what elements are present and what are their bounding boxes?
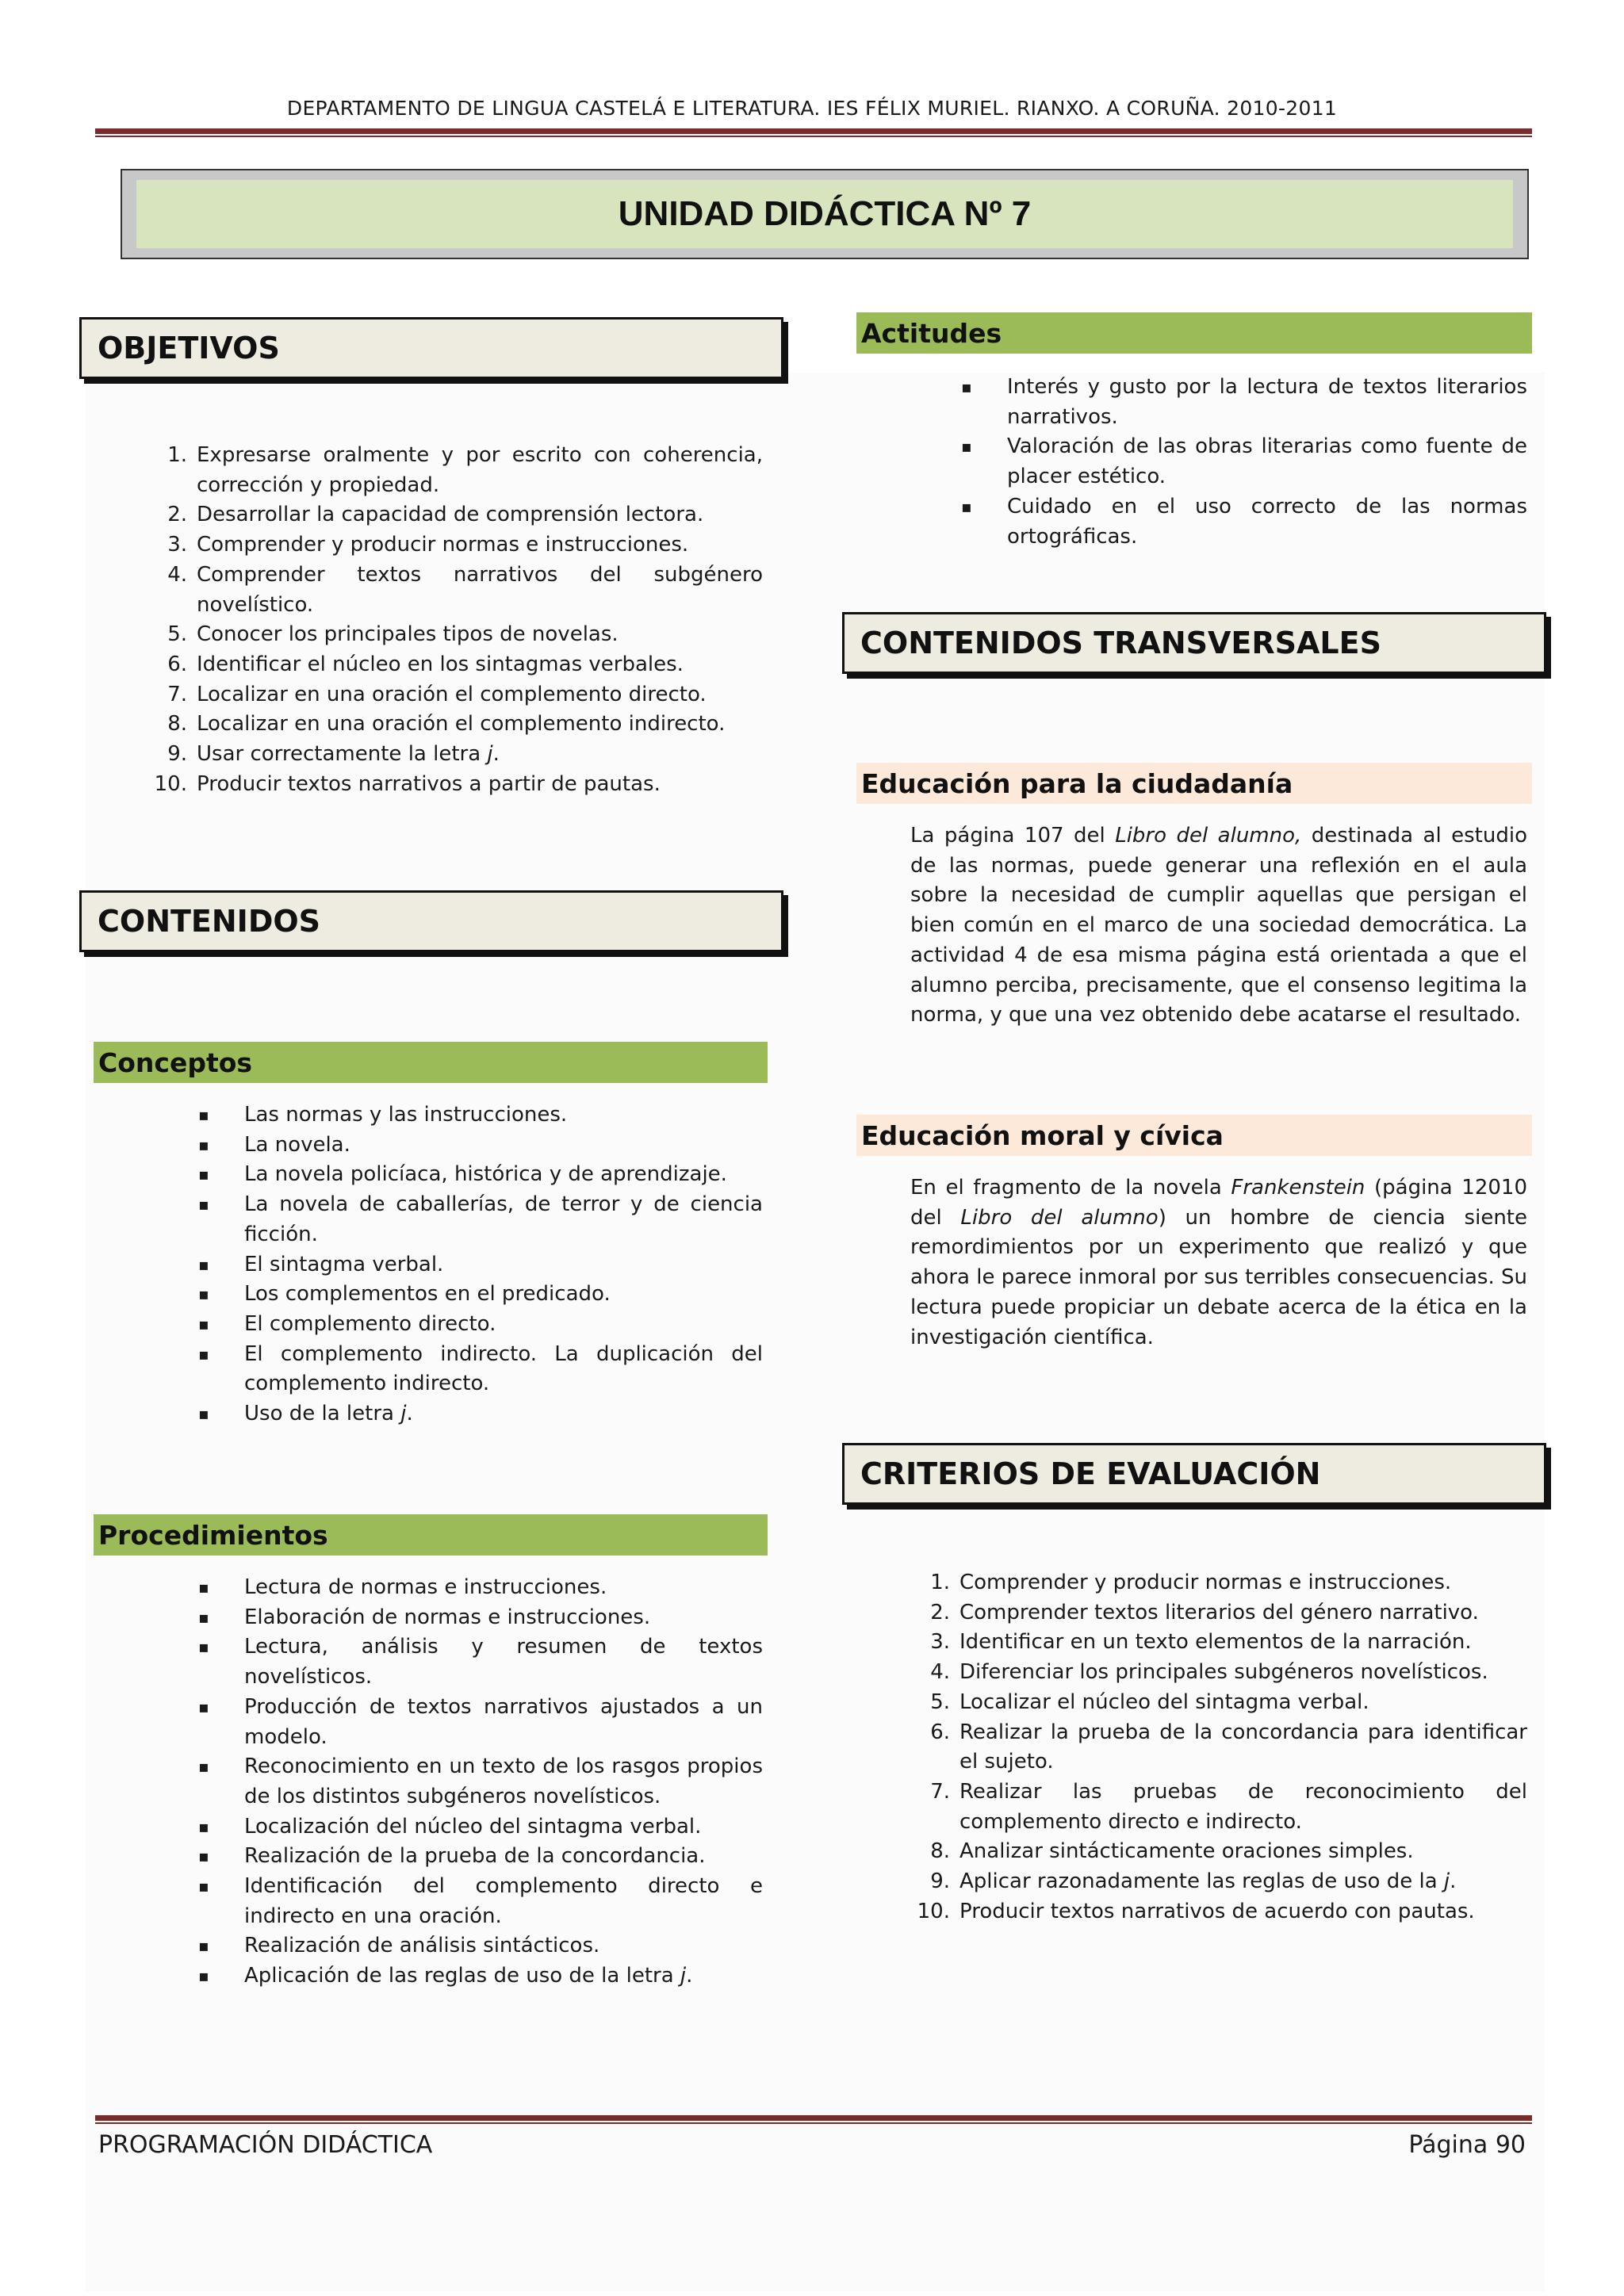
list-item (198, 1100, 763, 1131)
bullet-icon: ▪ (198, 1135, 209, 1154)
bullet-icon: ▪ (198, 1105, 209, 1124)
list-item (198, 1131, 763, 1161)
list-item-text: Lectura, análisis y resumen de textos novelísticos. (244, 1635, 763, 1689)
list-item-punct: . (406, 1402, 413, 1426)
list-number: 8. (930, 1839, 950, 1864)
list-item-text: Comprender y producir normas e instrucciones. (197, 533, 689, 557)
list-item (930, 1598, 1527, 1628)
bullet-icon: ▪ (198, 1404, 209, 1424)
list-item-text: Usar correctamente la letra (197, 742, 488, 767)
list-item (930, 1718, 1527, 1777)
conceptos-heading: Conceptos (94, 1042, 768, 1083)
list-item (198, 1693, 763, 1752)
list-number: 3. (930, 1630, 950, 1655)
list-item (930, 1837, 1527, 1867)
list-item (930, 1568, 1527, 1598)
list-item (167, 561, 763, 620)
list-item (917, 1897, 1527, 1927)
list-item-text: Aplicar razonadamente las reglas de uso de la (959, 1869, 1444, 1894)
list-item (198, 1280, 763, 1310)
moral-heading: Educación moral y cívica (856, 1115, 1532, 1156)
bullet-icon: ▪ (198, 1816, 209, 1836)
actitudes-list (961, 373, 1527, 552)
list-item-text: La novela de caballerías, de terror y de ciencia ficción. (244, 1192, 763, 1246)
list-item (961, 492, 1527, 552)
list-item (167, 500, 763, 530)
footer-page-number: Página 90 (1408, 2131, 1526, 2159)
list-item-text: Desarrollar la capacidad de comprensión lectora. (197, 503, 704, 527)
list-item (198, 1812, 763, 1843)
list-item-italic: j (400, 1402, 407, 1426)
bullet-icon: ▪ (198, 1195, 209, 1215)
bullet-icon: ▪ (961, 377, 972, 396)
list-item-text: Identificar el núcleo en los sintagmas verbales. (197, 652, 684, 676)
list-item-text: Realización de análisis sintácticos. (244, 1934, 600, 1958)
list-item (198, 1603, 763, 1633)
list-number: 9. (167, 742, 187, 767)
list-item-text: Conocer los principales tipos de novelas. (197, 622, 619, 647)
list-item (167, 620, 763, 650)
list-item-text: El complemento directo. (244, 1311, 496, 1336)
list-number: 1. (930, 1571, 950, 1594)
criterios-list (917, 1568, 1527, 1927)
list-item-text: Realizar las pruebas de reconocimiento del complemento directo e indirecto. (959, 1779, 1527, 1834)
objetivos-list (154, 441, 763, 799)
criterios-heading: CRITERIOS DE EVALUACIÓN (842, 1443, 1546, 1505)
list-item-text: Cuidado en el uso correcto de las normas ortográficas. (1007, 494, 1527, 549)
list-item-text: El sintagma verbal. (244, 1252, 444, 1276)
department-header: DEPARTAMENTO DE LINGUA CASTELÁ E LITERATURA. IES FÉLIX MURIEL. RIANXO. A CORUÑA. 2010-2011 (286, 97, 1338, 120)
footer-rule (95, 2115, 1532, 2125)
bullet-icon: ▪ (198, 1165, 209, 1184)
list-item (167, 710, 763, 740)
list-item-text: El complemento indirecto. La duplicación del complemento indirecto. (244, 1341, 763, 1396)
list-item-text: Analizar sintácticamente oraciones simples. (959, 1839, 1414, 1864)
bullet-icon: ▪ (198, 1846, 209, 1866)
list-item (198, 1573, 763, 1603)
bullet-icon: ▪ (198, 1637, 209, 1657)
list-item-text: Elaboración de normas e instrucciones. (244, 1605, 651, 1629)
procedimientos-heading: Procedimientos (94, 1514, 768, 1556)
bullet-icon: ▪ (198, 1284, 209, 1304)
bullet-icon: ▪ (198, 1757, 209, 1777)
list-number: 2. (930, 1600, 950, 1624)
list-number: 8. (167, 712, 187, 737)
transversales-heading: CONTENIDOS TRANSVERSALES (842, 612, 1546, 674)
list-number: 10. (917, 1899, 950, 1923)
bullet-icon: ▪ (198, 1936, 209, 1956)
list-item (930, 1658, 1527, 1688)
list-item-text: Lectura de normas e instrucciones. (244, 1575, 607, 1599)
list-item-text: Valoración de las obras literarias como fuente de placer estético. (1007, 434, 1527, 489)
list-number: 5. (167, 622, 187, 647)
list-item-text: Localizar en una oración el complemento directo. (197, 682, 707, 706)
list-item-text: Los complementos en el predicado. (244, 1282, 611, 1307)
list-item-text: Realización de la prueba de la concordancia. (244, 1844, 706, 1869)
actitudes-heading: Actitudes (856, 312, 1532, 354)
unit-title: UNIDAD DIDÁCTICA Nº 7 (136, 180, 1513, 248)
list-number: 4. (930, 1660, 950, 1685)
list-item-italic: j (487, 742, 493, 767)
list-number: 7. (167, 682, 187, 706)
bullet-icon: ▪ (198, 1966, 209, 1986)
list-number: 9. (930, 1869, 950, 1894)
bullet-icon: ▪ (198, 1254, 209, 1274)
list-item-text: Identificar en un texto elementos de la narración. (959, 1630, 1472, 1655)
list-item-text: Las normas y las instrucciones. (244, 1103, 568, 1127)
list-item-text: La novela. (244, 1132, 350, 1157)
list-item (930, 1688, 1527, 1718)
list-item-text: Diferenciar los principales subgéneros novelísticos. (959, 1660, 1488, 1685)
list-item (167, 530, 763, 561)
list-number: 2. (167, 503, 187, 527)
list-number: 3. (167, 533, 187, 557)
list-item-text: Reconocimiento en un texto de los rasgos propios de los distintos subgéneros novelísticos. (244, 1755, 763, 1808)
list-item-text: Localizar el núcleo del sintagma verbal. (959, 1689, 1369, 1714)
list-item-text: Interés y gusto por la lectura de textos literarios narrativos. (1007, 375, 1527, 429)
header-rule (95, 128, 1532, 138)
list-item (198, 1310, 763, 1340)
list-item (198, 1931, 763, 1961)
conceptos-list (198, 1100, 763, 1429)
list-item (198, 1872, 763, 1931)
ciudadania-heading: Educación para la ciudadanía (856, 763, 1532, 804)
list-item (198, 1250, 763, 1280)
list-item-text: Comprender y producir normas e instrucciones. (959, 1571, 1452, 1594)
list-number: 4. (167, 562, 187, 587)
list-item (167, 441, 763, 500)
list-item-italic: j (1443, 1869, 1450, 1894)
list-item (930, 1777, 1527, 1837)
list-item-text: Realizar la prueba de la concordancia para identificar el sujeto. (959, 1720, 1527, 1774)
unit-title-box (121, 169, 1529, 259)
bullet-icon: ▪ (198, 1607, 209, 1627)
list-item (167, 680, 763, 710)
bullet-icon: ▪ (961, 437, 972, 457)
list-number: 5. (930, 1689, 950, 1714)
list-number: 6. (930, 1720, 950, 1744)
list-item-text: Identificación del complemento directo e indirecto en una oración. (244, 1874, 763, 1928)
list-item-text: Uso de la letra (244, 1402, 401, 1426)
moral-paragraph: En el fragmento de la novela Frankenstein (página 12010 del Libro del alumno) un hombre de ciencia siente remordimientos por un experimento que realizó y que ahora le parece inmoral por sus terribles consecuencias. Su lectura puede propiciar un debate acerca de la ética en la investigación científica. (910, 1176, 1527, 1349)
bullet-icon: ▪ (198, 1314, 209, 1334)
list-item-text: Localizar en una oración el complemento indirecto. (197, 712, 726, 737)
list-item (198, 1752, 763, 1812)
list-item (198, 1399, 763, 1429)
list-item (154, 770, 763, 800)
list-item-text: La novela policíaca, histórica y de aprendizaje. (244, 1162, 727, 1187)
ciudadania-paragraph: La página 107 del Libro del alumno, destinada al estudio de las normas, puede generar una reflexión en el aula sobre la necesidad de cumplir aquellas que persigan el bien común en el marco de una sociedad democrática. La actividad 4 de esa misma página está orientada a que el alumno perciba, precisamente, que el consenso legitima la norma, y que una vez obtenido debe acatarse el resultado. (910, 824, 1527, 1027)
bullet-icon: ▪ (961, 496, 972, 516)
list-item-text: Producir textos narrativos a partir de pautas. (197, 771, 661, 796)
procedimientos-list (198, 1573, 763, 1992)
list-item-text: Producción de textos narrativos ajustados a un modelo. (244, 1694, 763, 1749)
list-item-text: Comprender textos literarios del género narrativo. (959, 1600, 1479, 1624)
list-item (961, 373, 1527, 432)
list-number: 7. (930, 1779, 950, 1804)
list-item-punct: . (686, 1964, 693, 1988)
list-item (198, 1961, 763, 1992)
list-item-punct: . (1450, 1869, 1457, 1894)
list-item-italic: j (680, 1964, 687, 1988)
list-item-punct: . (492, 742, 500, 767)
list-item (198, 1842, 763, 1872)
list-number: 6. (167, 652, 187, 676)
list-item (198, 1632, 763, 1692)
list-item-text: Localización del núcleo del sintagma verbal. (244, 1814, 702, 1839)
list-item-text: Expresarse oralmente y por escrito con coherencia, corrección y propiedad. (197, 443, 763, 497)
list-item (198, 1190, 763, 1249)
list-item (198, 1160, 763, 1190)
footer-doc-title: PROGRAMACIÓN DIDÁCTICA (98, 2131, 433, 2159)
list-item-text: Aplicación de las reglas de uso de la letra (244, 1964, 680, 1988)
list-number: 10. (154, 771, 187, 796)
objetivos-heading: OBJETIVOS (79, 317, 783, 379)
contenidos-heading: CONTENIDOS (79, 890, 783, 952)
list-item (198, 1340, 763, 1399)
list-item (167, 740, 763, 770)
list-item (961, 432, 1527, 492)
list-item (167, 650, 763, 680)
list-item (930, 1628, 1527, 1658)
list-item-text: Comprender textos narrativos del subgénero novelístico. (197, 562, 763, 617)
bullet-icon: ▪ (198, 1697, 209, 1716)
list-item-text: Producir textos narrativos de acuerdo con pautas. (959, 1899, 1475, 1923)
list-item (930, 1867, 1527, 1897)
bullet-icon: ▪ (198, 1578, 209, 1597)
bullet-icon: ▪ (198, 1877, 209, 1896)
bullet-icon: ▪ (198, 1344, 209, 1364)
list-number: 1. (167, 443, 187, 467)
